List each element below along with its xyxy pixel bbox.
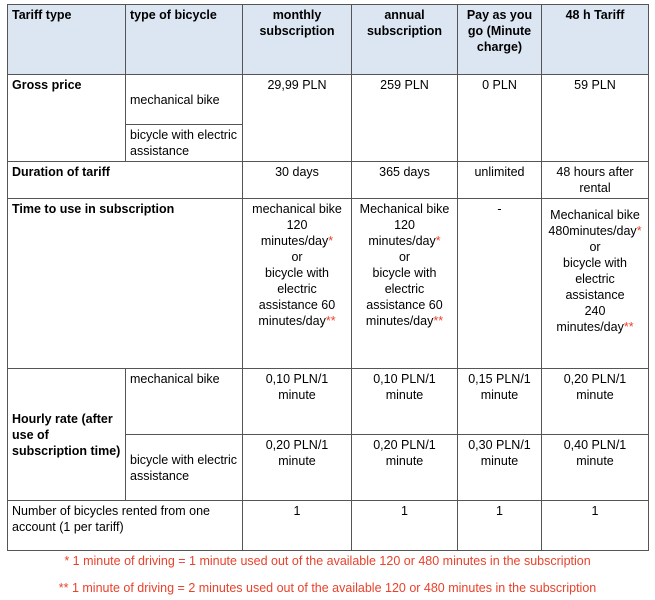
hourly-rate-elec-48h: 0,40 PLN/1 minute	[542, 435, 649, 501]
annual-line: 120	[394, 218, 415, 232]
duration-payg: unlimited	[458, 162, 542, 199]
bicycles-payg: 1	[458, 501, 542, 551]
annual-line: electric	[384, 282, 425, 296]
h48-line: 480minutes/day*	[548, 224, 642, 238]
h48-line: or	[589, 240, 601, 254]
monthly-line: minutes/day**	[258, 314, 336, 328]
gross-price-row	[8, 75, 649, 125]
double-asterisk: **	[623, 320, 634, 334]
bicycles-annual: 1	[352, 501, 458, 551]
h48-line: bicycle with	[563, 256, 627, 270]
monthly-line: electric	[277, 282, 317, 296]
duration-monthly: 30 days	[243, 162, 352, 199]
hourly-rate-mech-48h: 0,20 PLN/1 minute	[542, 369, 649, 435]
header-annual: annual subscription	[352, 5, 458, 75]
annual-line: or	[398, 250, 411, 264]
hourly-rate-label: Hourly rate (after use of subscription time)	[8, 369, 126, 501]
time-to-use-monthly	[243, 199, 352, 369]
double-asterisk: **	[325, 314, 336, 328]
hourly-rate-elec-monthly: 0,20 PLN/1 minute	[243, 435, 352, 501]
bicycles-48h: 1	[542, 501, 649, 551]
time-to-use-48h	[542, 199, 649, 369]
gross-price-48h: 59 PLN	[542, 75, 649, 162]
double-asterisk: **	[433, 314, 444, 328]
h48-line: 240	[584, 304, 606, 318]
bicycles-label: Number of bicycles rented from one account (1 per tariff)	[8, 501, 243, 551]
hourly-rate-row-mech	[8, 369, 649, 435]
header-row	[8, 5, 649, 75]
single-asterisk: *	[636, 224, 642, 238]
h48-line: minutes/day**	[556, 320, 634, 334]
header-type-of-bicycle: type of bicycle	[126, 5, 243, 75]
monthly-line: minutes/day*	[260, 234, 334, 248]
hourly-rate-elec-annual: 0,20 PLN/1 minute	[352, 435, 458, 501]
footnote-single-asterisk: * 1 minute of driving = 1 minute used out of the available 120 or 480 minutes in the subscription	[64, 554, 591, 568]
bicycles-monthly: 1	[243, 501, 352, 551]
h48-line: electric assistance	[565, 272, 625, 302]
h48-line: Mechanical bike	[550, 208, 640, 222]
monthly-line: assistance 60	[258, 298, 336, 312]
monthly-line: bicycle with	[265, 266, 329, 280]
tariff-table	[7, 4, 649, 551]
duration-48h: 48 hours after rental	[542, 162, 649, 199]
annual-line: bicycle with	[372, 266, 437, 280]
monthly-line: or	[291, 250, 303, 264]
annual-line: minutes/day*	[368, 234, 441, 248]
gross-price-annual: 259 PLN	[352, 75, 458, 162]
annual-line: minutes/day**	[365, 314, 444, 328]
gross-price-mech: mechanical bike	[126, 75, 243, 125]
duration-label: Duration of tariff	[8, 162, 243, 199]
monthly-line: mechanical bike	[252, 202, 342, 216]
gross-price-payg: 0 PLN	[458, 75, 542, 162]
duration-annual: 365 days	[352, 162, 458, 199]
duration-row	[8, 162, 649, 199]
annual-line: Mechanical bike	[359, 202, 450, 216]
hourly-rate-elec-payg: 0,30 PLN/1 minute	[458, 435, 542, 501]
footnote-double-asterisk: ** 1 minute of driving = 2 minutes used out of the available 120 or 480 minutes in the subscription	[58, 581, 597, 595]
time-to-use-row	[8, 199, 649, 369]
monthly-line: 120	[286, 218, 308, 232]
header-monthly: monthly subscription	[243, 5, 352, 75]
single-asterisk: *	[435, 234, 441, 248]
hourly-rate-mech: mechanical bike	[126, 369, 243, 435]
bicycles-row	[8, 501, 649, 551]
hourly-rate-mech-annual: 0,10 PLN/1 minute	[352, 369, 458, 435]
gross-price-label: Gross price	[8, 75, 126, 162]
time-to-use-annual	[352, 199, 458, 369]
gross-price-elec: bicycle with electric assistance	[126, 125, 243, 162]
time-to-use-label: Time to use in subscription	[8, 199, 243, 369]
annual-line: assistance 60	[366, 298, 443, 312]
hourly-rate-mech-monthly: 0,10 PLN/1 minute	[243, 369, 352, 435]
header-tariff-type: Tariff type	[8, 5, 126, 75]
time-to-use-payg: -	[458, 199, 542, 369]
gross-price-monthly: 29,99 PLN	[243, 75, 352, 162]
header-48h: 48 h Tariff	[542, 5, 649, 75]
hourly-rate-elec: bicycle with electric assistance	[126, 435, 243, 501]
header-payg: Pay as you go (Minute charge)	[458, 5, 542, 75]
hourly-rate-mech-payg: 0,15 PLN/1 minute	[458, 369, 542, 435]
single-asterisk: *	[328, 234, 334, 248]
